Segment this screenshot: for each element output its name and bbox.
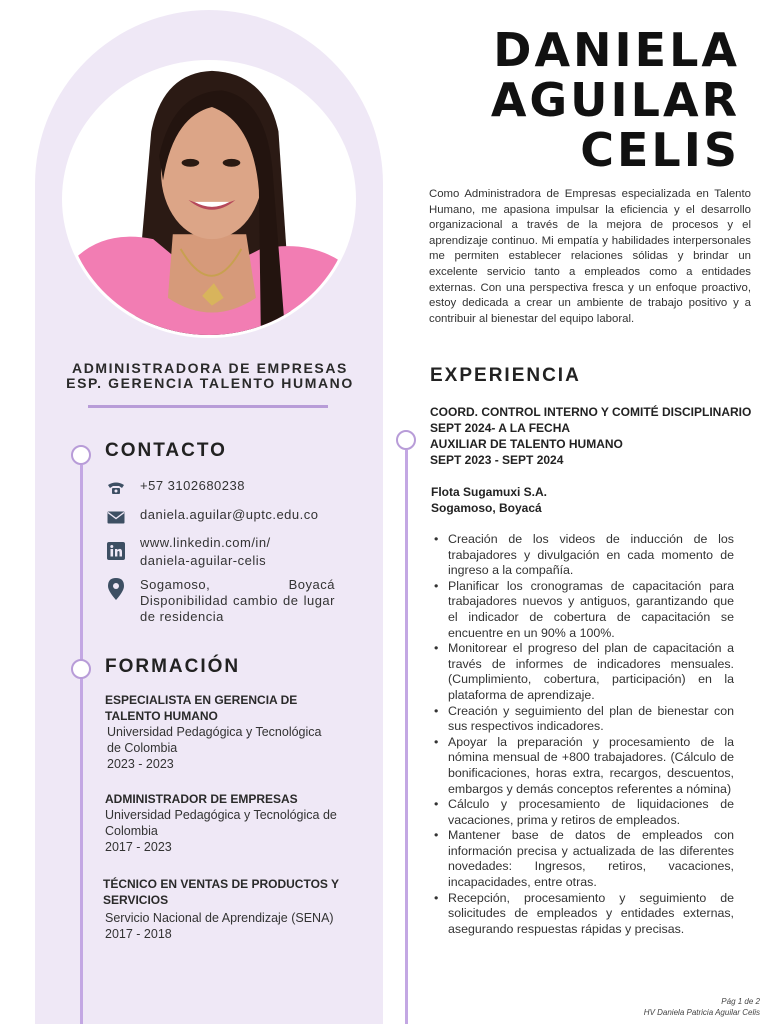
experience-responsibilities <box>430 532 734 937</box>
list-item: • Monitorear el progreso del plan de capacitación a través de informes de indicadores mensuales. (Cumplimiento, cobertura, participación) en la plataforma de aprendizaje. <box>430 641 734 703</box>
linkedin-icon <box>105 541 127 561</box>
education-item <box>103 876 348 942</box>
linkedin-url <box>140 534 345 570</box>
page-number: Pág 1 de 2 <box>721 997 760 1006</box>
experience-timeline <box>405 450 408 1024</box>
education-timeline-dot <box>71 659 91 679</box>
phone-icon <box>105 478 127 498</box>
education-institution: Universidad Pedagógica y Tecnológica de Colombia <box>105 808 337 838</box>
role-specialization: ESP. GERENCIA TALENTO HUMANO <box>66 375 354 391</box>
experience-dates-current: SEPT 2024- A LA FECHA <box>430 421 571 435</box>
education-years: 2017 - 2018 <box>105 927 172 941</box>
contact-location <box>105 577 335 625</box>
education-heading: FORMACIÓN <box>105 656 241 677</box>
list-item: • Planificar los cronogramas de capacitación para trabajadores nuevos y antiguos, garantizando que el indicador de cobertura de capacitación se encuentre en un 90% a 100%. <box>430 579 734 641</box>
name-last: CELIS <box>580 123 740 177</box>
list-item: • Mantener base de datos de empleados con información precisa y actualizada de las diferentes novedades: Ingresos, retiros, vacaciones, incapacidades, entre otras. <box>430 828 734 890</box>
education-item <box>105 791 345 855</box>
document-footer: HV Daniela Patricia Aguilar Celis <box>643 1008 760 1017</box>
list-item: • Cálculo y procesamiento de liquidaciones de vacaciones, prima y retiros de empleados. <box>430 797 734 828</box>
list-item: • Creación y seguimiento del plan de bienestar con sus respectivos indicadores. <box>430 704 734 735</box>
contact-phone[interactable] <box>105 478 345 498</box>
education-degree: TÉCNICO EN VENTAS DE PRODUCTOS Y SERVICIOS <box>103 877 339 907</box>
experience-employer <box>431 484 766 516</box>
linkedin-url-line2: daniela-aguilar-celis <box>140 553 267 568</box>
education-institution: Universidad Pedagógica y Tecnológica de Colombia <box>107 725 322 755</box>
experience-city: Sogamoso, Boyacá <box>431 501 542 515</box>
education-years: 2017 - 2023 <box>105 840 172 854</box>
location-text: Sogamoso, Boyacá Disponibilidad cambio de lugar de residencia <box>140 577 335 624</box>
role-divider <box>88 405 328 408</box>
experience-company: Flota Sugamuxi S.A. <box>431 485 548 499</box>
education-institution: Servicio Nacional de Aprendizaje (SENA) <box>105 911 334 925</box>
list-item: • Apoyar la preparación y procesamiento de la nómina mensual de +800 trabajadores. (Cálculo de bonificaciones, horas extra, recargos, descuentos, embargos y demás conceptos referentes a nómina) <box>430 735 734 797</box>
sidebar-timeline <box>80 465 83 1024</box>
linkedin-url-line1: www.linkedin.com/in/ <box>140 535 271 550</box>
contact-timeline-dot <box>71 445 91 465</box>
experience-timeline-dot <box>396 430 416 450</box>
list-item: • Creación de los videos de inducción de los trabajadores y divulgación en cada momento de ingreso a la compañía. <box>430 532 734 579</box>
contact-email[interactable] <box>105 507 345 527</box>
education-years: 2023 - 2023 <box>107 757 174 771</box>
email-address: daniela.aguilar@uptc.edu.co <box>140 507 319 522</box>
phone-number: +57 3102680238 <box>140 478 245 493</box>
education-degree: ADMINISTRADOR DE EMPRESAS <box>105 792 298 806</box>
name-middle: AGUILAR <box>490 73 740 127</box>
email-icon <box>105 507 127 527</box>
name-first: DANIELA <box>493 23 740 77</box>
profile-photo <box>62 60 356 338</box>
contact-heading: CONTACTO <box>105 440 227 461</box>
list-item: • Recepción, procesamiento y seguimiento de solicitudes de empleados y entidades externas, asegurando respuestas rápidas y precisas. <box>430 891 734 938</box>
experience-dates-previous: SEPT 2023 - SEPT 2024 <box>430 453 564 467</box>
experience-role-current: COORD. CONTROL INTERNO Y COMITÉ DISCIPLINARIO <box>430 405 752 419</box>
contact-linkedin[interactable] <box>105 534 345 570</box>
role-title: ADMINISTRADORA DE EMPRESAS <box>72 360 348 376</box>
education-item <box>105 692 335 772</box>
experience-heading: EXPERIENCIA <box>430 365 581 386</box>
location-pin-icon <box>105 579 127 599</box>
education-degree: ESPECIALISTA EN GERENCIA DE TALENTO HUMANO <box>105 693 298 723</box>
experience-role-previous: AUXILIAR DE TALENTO HUMANO <box>430 437 623 451</box>
profile-summary: Como Administradora de Empresas especializada en Talento Humano, me apasiona impulsar la eficiencia y el desarrollo organizacional a través de la mejora de procesos y el aprendizaje continuo. Mi empatía y habilidades interpersonales me permiten establecer relaciones sólidas y brindar un excelente servicio tanto a empleados como a entidades externas. Con una perspectiva fresca y un enfoque proactivo, estoy dedicada a crear un ambiente de trabajo positivo y a contribuir al bienestar del equipo laboral. <box>429 188 751 325</box>
experience-roles <box>430 404 765 468</box>
